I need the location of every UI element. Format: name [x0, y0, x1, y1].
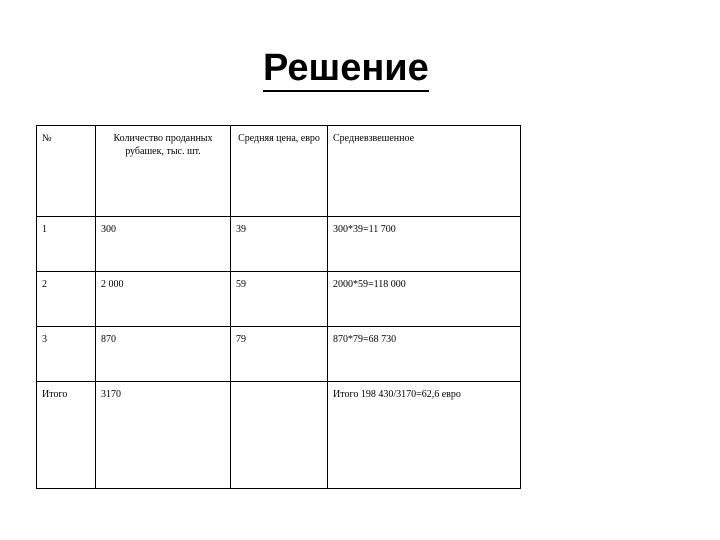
table-cell: 870	[96, 327, 231, 382]
table-cell: 1	[37, 217, 96, 272]
page-title: Решение	[263, 46, 429, 92]
table-row	[37, 272, 521, 327]
table-cell: 59	[231, 272, 328, 327]
header-cell-quantity: Количество проданных рубашек, тыс. шт.	[96, 126, 231, 217]
table-cell: 39	[231, 217, 328, 272]
table-total-row	[37, 382, 521, 489]
table-header-row	[37, 126, 521, 217]
table-cell: Итого	[37, 382, 96, 489]
table-cell: 870*79=68 730	[328, 327, 521, 382]
table-cell: 2	[37, 272, 96, 327]
table-cell: 2 000	[96, 272, 231, 327]
table-cell	[231, 382, 328, 489]
header-cell-number: №	[37, 126, 96, 217]
solution-table	[36, 125, 521, 489]
table-cell: 2000*59=118 000	[328, 272, 521, 327]
table-cell: 79	[231, 327, 328, 382]
table-cell: 300*39=11 700	[328, 217, 521, 272]
header-cell-weighted: Средневзвешенное	[328, 126, 521, 217]
table-cell: 3170	[96, 382, 231, 489]
table-cell: Итого 198 430/3170=62,6 евро	[328, 382, 521, 489]
table-row	[37, 217, 521, 272]
table-cell: 3	[37, 327, 96, 382]
header-cell-price: Средняя цена, евро	[231, 126, 328, 217]
table-row	[37, 327, 521, 382]
table-cell: 300	[96, 217, 231, 272]
